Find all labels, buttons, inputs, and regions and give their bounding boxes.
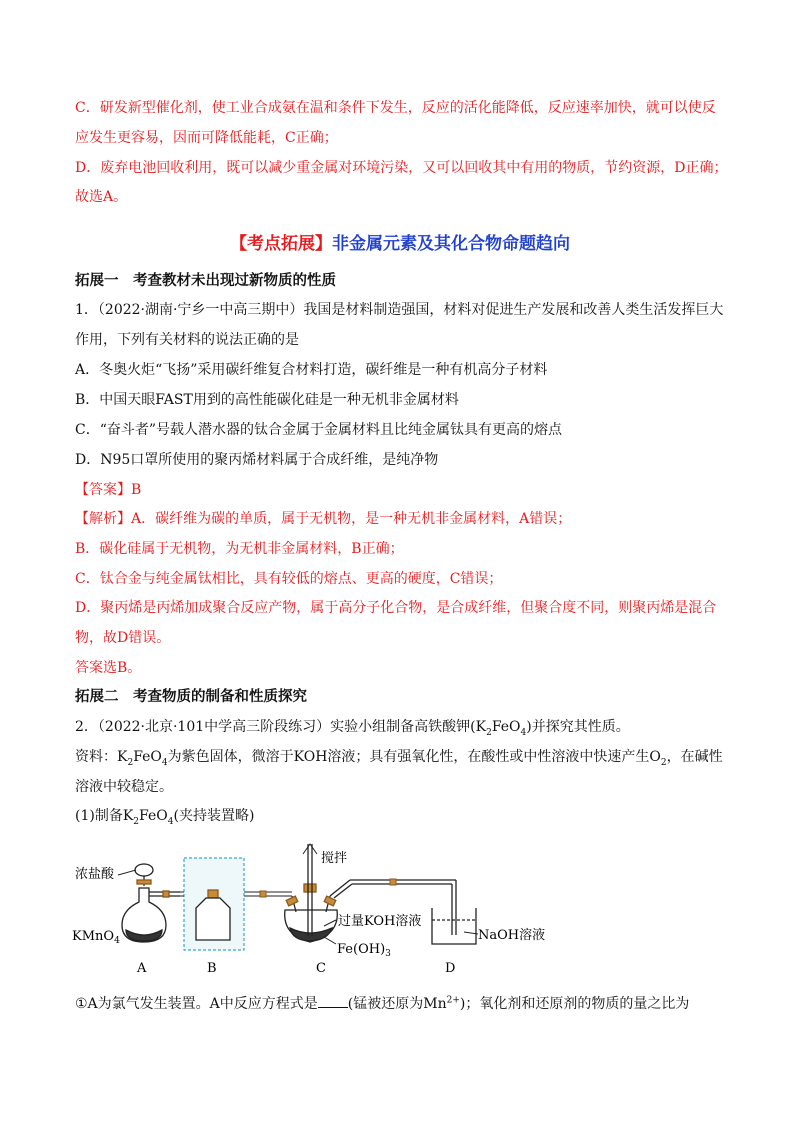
prev-answer-conclusion: 故选A。 <box>75 189 128 205</box>
ext1-question-line2: 作用，下列有关材料的说法正确的是 <box>75 332 299 348</box>
label-feoh: $Fe(OH)_3$ <box>337 942 391 959</box>
label-d: D <box>445 961 456 976</box>
ext2-question-last: ①A为氯气发生装置。A中反应方程式是 (锰被还原为$Mn^{2+}$)；氧化剂和还原剂的物质的量之比为 <box>75 995 690 1012</box>
ext2-info-line1: 资料：$K_2FeO_4$为紫色固体，微溶于KOH溶液；具有强氧化性，在酸性或中性溶液中快速产生$O_2$，在碱性 <box>75 749 723 768</box>
label-a: A <box>137 961 147 976</box>
ext1-option-b: B．中国天眼FAST用到的高性能碳化硅是一种无机非金属材料 <box>75 392 459 408</box>
section-heading <box>0 229 800 254</box>
ext2-heading: 拓展二 考查物质的制备和性质探究 <box>75 689 307 705</box>
ext1-heading: 拓展一 考查教材未出现过新物质的性质 <box>75 273 336 289</box>
ext1-answer: 【答案】B <box>75 482 142 498</box>
ext1-question-line1: 1．（2022·湖南·宁乡一中高三期中）我国是材料制造强国，材料对促进生产发展和改善人类生活发挥巨大 <box>75 302 724 318</box>
prev-answer-c-line2: 应发生更容易，因而可降低能耗，C正确； <box>75 130 338 146</box>
answer-blank[interactable] <box>318 994 348 1008</box>
ext1-option-c: C．“奋斗者”号载人潜水器的钛合金属于金属材料且比纯金属钛具有更高的熔点 <box>75 422 563 438</box>
ext2-part1-title: (1)制备$K_2FeO_4$(夹持装置略) <box>75 808 255 827</box>
ext2-question-line1: 2．（2022·北京·101中学高三阶段练习）实验小组制备高铁酸钾$(K_2FeO_4)$并探究其性质。 <box>75 719 630 738</box>
ext1-analysis-c: C．钛合金与纯金属钛相比，具有较低的熔点、更高的硬度，C错误； <box>75 571 503 587</box>
apparatus-d <box>432 908 476 944</box>
ext1-option-a: A．冬奥火炬“飞扬”采用碳纤维复合材料打造，碳纤维是一种有机高分子材料 <box>75 362 548 378</box>
apparatus-a <box>122 864 180 942</box>
section-heading-bracket: 【考点拓展】 <box>230 234 332 254</box>
prev-answer-d-line: D．废弃电池回收利用，既可以减少重金属对环境污染，又可以回收其中有用的物质，节约资源，D正确； <box>75 160 728 176</box>
prev-answer-c-line1: C．研发新型催化剂，使工业合成氨在温和条件下发生，反应的活化能降低，反应速率加快，就可以使反 <box>75 100 716 116</box>
ext1-option-d: D．N95口罩所使用的聚丙烯材料属于合成纤维，是纯净物 <box>75 452 439 468</box>
ext2-info-line2: 溶液中较稳定。 <box>75 779 173 795</box>
label-stir: 搅拌 <box>321 851 348 866</box>
ext1-analysis-d-line2: 物，故D错误。 <box>75 630 171 646</box>
label-naoh: NaOH溶液 <box>478 928 546 943</box>
label-b: B <box>207 961 217 976</box>
label-kmno4: KMnO$_4$ <box>72 929 120 946</box>
label-hcl: 浓盐酸 <box>75 867 115 882</box>
section-heading-title: 非金属元素及其化合物命题趋向 <box>332 234 570 254</box>
ext1-analysis-a: 【解析】A．碳纤维为碳的单质，属于无机物，是一种无机非金属材料，A错误； <box>75 511 572 527</box>
label-koh: 过量KOH溶液 <box>338 914 422 929</box>
apparatus-diagram <box>70 840 570 980</box>
ext1-analysis-d-line1: D．聚丙烯是丙烯加成聚合反应产物，属于高分子化合物，是合成纤维，但聚合度不同，则聚丙烯是混合 <box>75 600 717 616</box>
ext1-analysis-b: B．碳化硅属于无机物，为无机非金属材料，B正确； <box>75 541 404 557</box>
label-c: C <box>316 961 326 976</box>
ext1-final-answer: 答案选B。 <box>75 660 142 676</box>
